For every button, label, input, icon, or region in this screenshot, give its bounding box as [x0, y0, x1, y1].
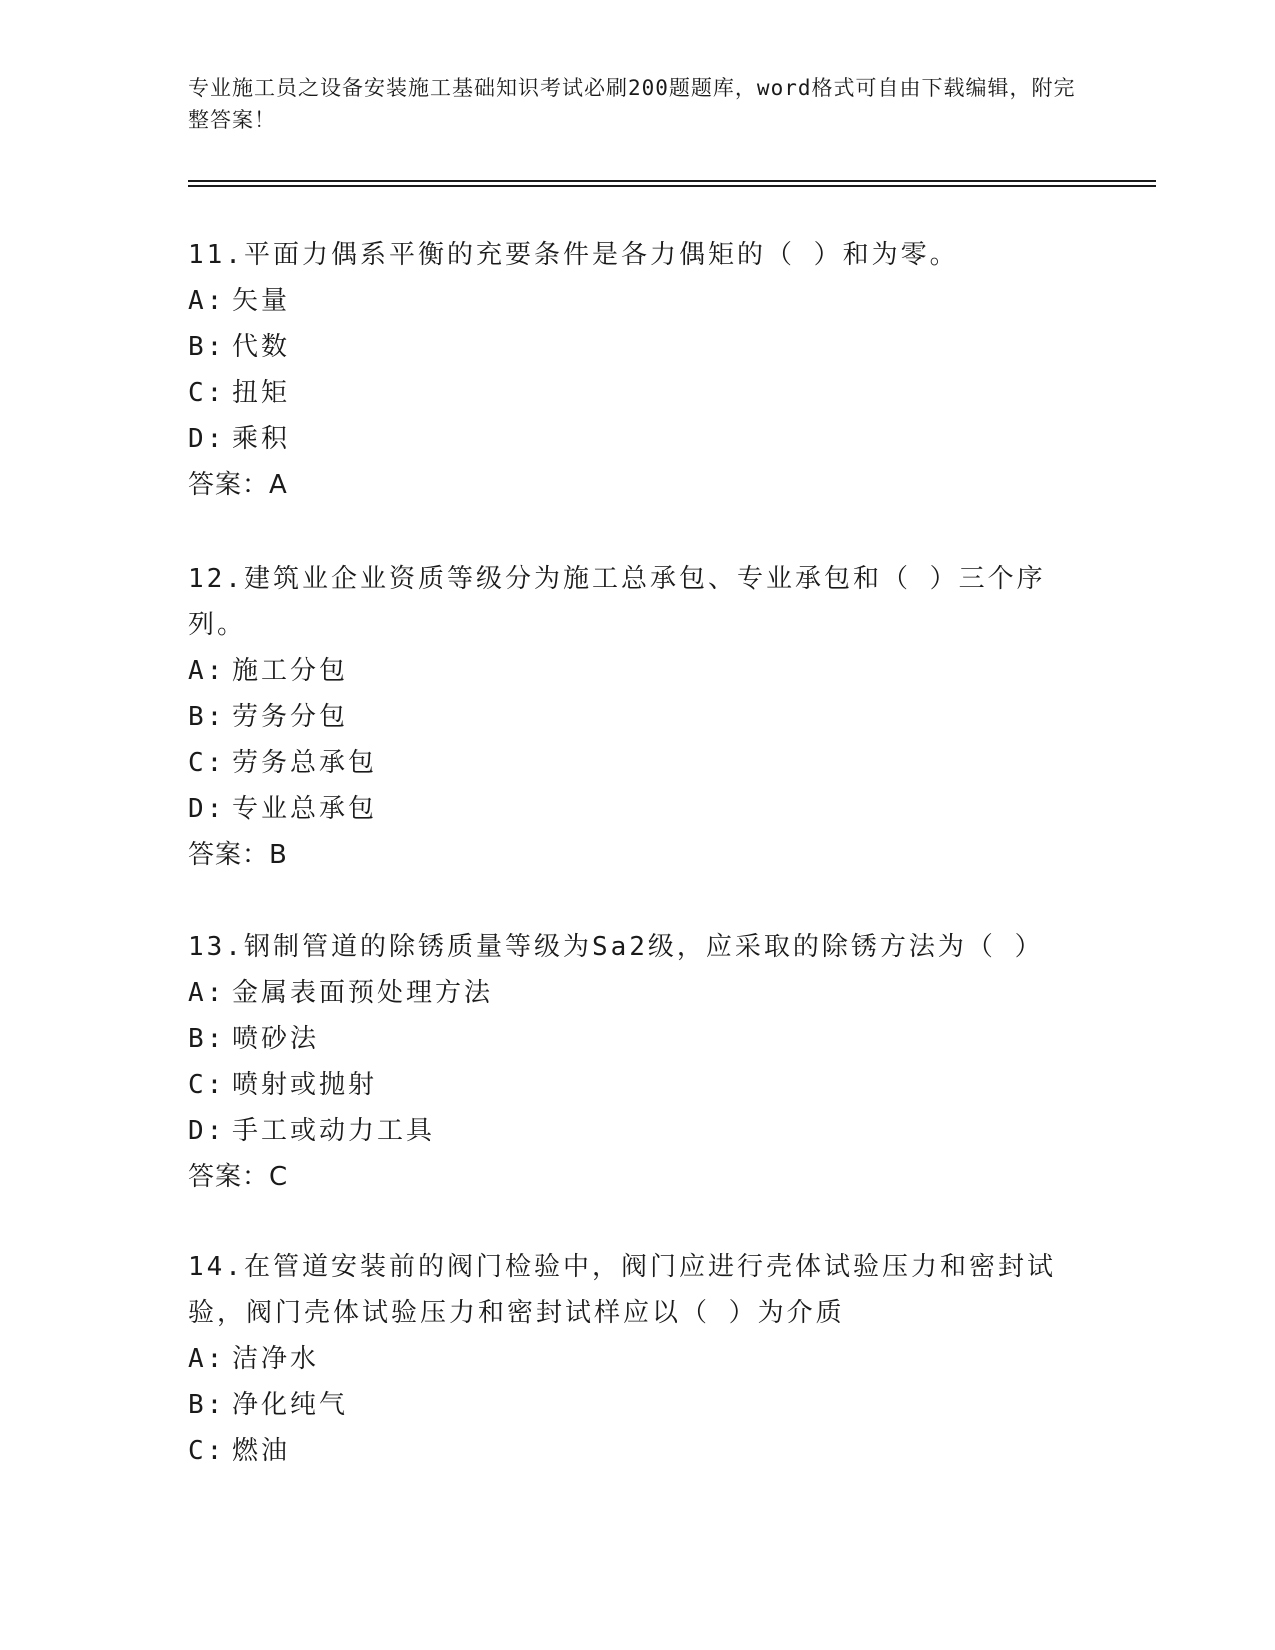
- option-a: [188, 648, 1088, 694]
- question-12: [188, 556, 1088, 878]
- option-text: 金属表面预处理方法: [232, 978, 494, 1008]
- option-label: C:: [188, 1070, 226, 1100]
- option-text: 施工分包: [232, 656, 349, 686]
- option-c: [188, 1428, 1088, 1474]
- option-label: A:: [188, 656, 226, 686]
- header-divider-bottom: [188, 185, 1156, 187]
- option-label: C:: [188, 748, 226, 778]
- option-label: A:: [188, 286, 226, 316]
- question-stem: 14.在管道安装前的阀门检验中，阀门应进行壳体试验压力和密封试验，阀门壳体试验压力和密封试样应以（ ）为介质: [188, 1252, 1056, 1328]
- option-text: 燃油: [232, 1436, 291, 1466]
- option-label: B:: [188, 1024, 226, 1054]
- option-b: [188, 1382, 1088, 1428]
- option-d: [188, 416, 1088, 462]
- option-text: 乘积: [232, 424, 291, 454]
- option-text: 劳务分包: [232, 702, 349, 732]
- option-d: [188, 1108, 1088, 1154]
- option-text: 洁净水: [232, 1344, 320, 1374]
- option-text: 喷射或抛射: [232, 1070, 378, 1100]
- answer-line: 答案：B: [188, 840, 288, 870]
- option-b: [188, 324, 1088, 370]
- option-text: 扭矩: [232, 378, 291, 408]
- option-c: [188, 1062, 1088, 1108]
- question-11: [188, 232, 1088, 508]
- option-text: 喷砂法: [232, 1024, 320, 1054]
- option-label: D:: [188, 1116, 226, 1146]
- option-label: D:: [188, 424, 226, 454]
- option-label: B:: [188, 702, 226, 732]
- question-14: [188, 1244, 1088, 1474]
- option-label: D:: [188, 794, 226, 824]
- option-text: 手工或动力工具: [232, 1116, 436, 1146]
- option-label: B:: [188, 332, 226, 362]
- option-a: [188, 970, 1088, 1016]
- option-a: [188, 278, 1088, 324]
- option-b: [188, 1016, 1088, 1062]
- option-text: 劳务总承包: [232, 748, 378, 778]
- header-divider-top: [188, 180, 1156, 182]
- document-header: 专业施工员之设备安装施工基础知识考试必刷200题题库，word格式可自由下载编辑，附完整答案！: [188, 76, 1076, 132]
- option-c: [188, 740, 1088, 786]
- option-label: A:: [188, 978, 226, 1008]
- option-text: 净化纯气: [232, 1390, 349, 1420]
- option-c: [188, 370, 1088, 416]
- option-b: [188, 694, 1088, 740]
- question-stem: 13.钢制管道的除锈质量等级为Sa2级，应采取的除锈方法为（ ）: [188, 932, 1044, 962]
- option-d: [188, 786, 1088, 832]
- option-label: A:: [188, 1344, 226, 1374]
- option-label: C:: [188, 378, 226, 408]
- answer-line: 答案：A: [188, 470, 288, 500]
- question-13: [188, 924, 1088, 1200]
- option-text: 矢量: [232, 286, 291, 316]
- question-stem: 12.建筑业企业资质等级分为施工总承包、专业承包和（ ）三个序列。: [188, 564, 1046, 640]
- question-stem: 11.平面力偶系平衡的充要条件是各力偶矩的（ ）和为零。: [188, 240, 959, 270]
- option-text: 专业总承包: [232, 794, 378, 824]
- answer-line: 答案：C: [188, 1162, 289, 1192]
- option-a: [188, 1336, 1088, 1382]
- option-label: C:: [188, 1436, 226, 1466]
- option-text: 代数: [232, 332, 291, 362]
- option-label: B:: [188, 1390, 226, 1420]
